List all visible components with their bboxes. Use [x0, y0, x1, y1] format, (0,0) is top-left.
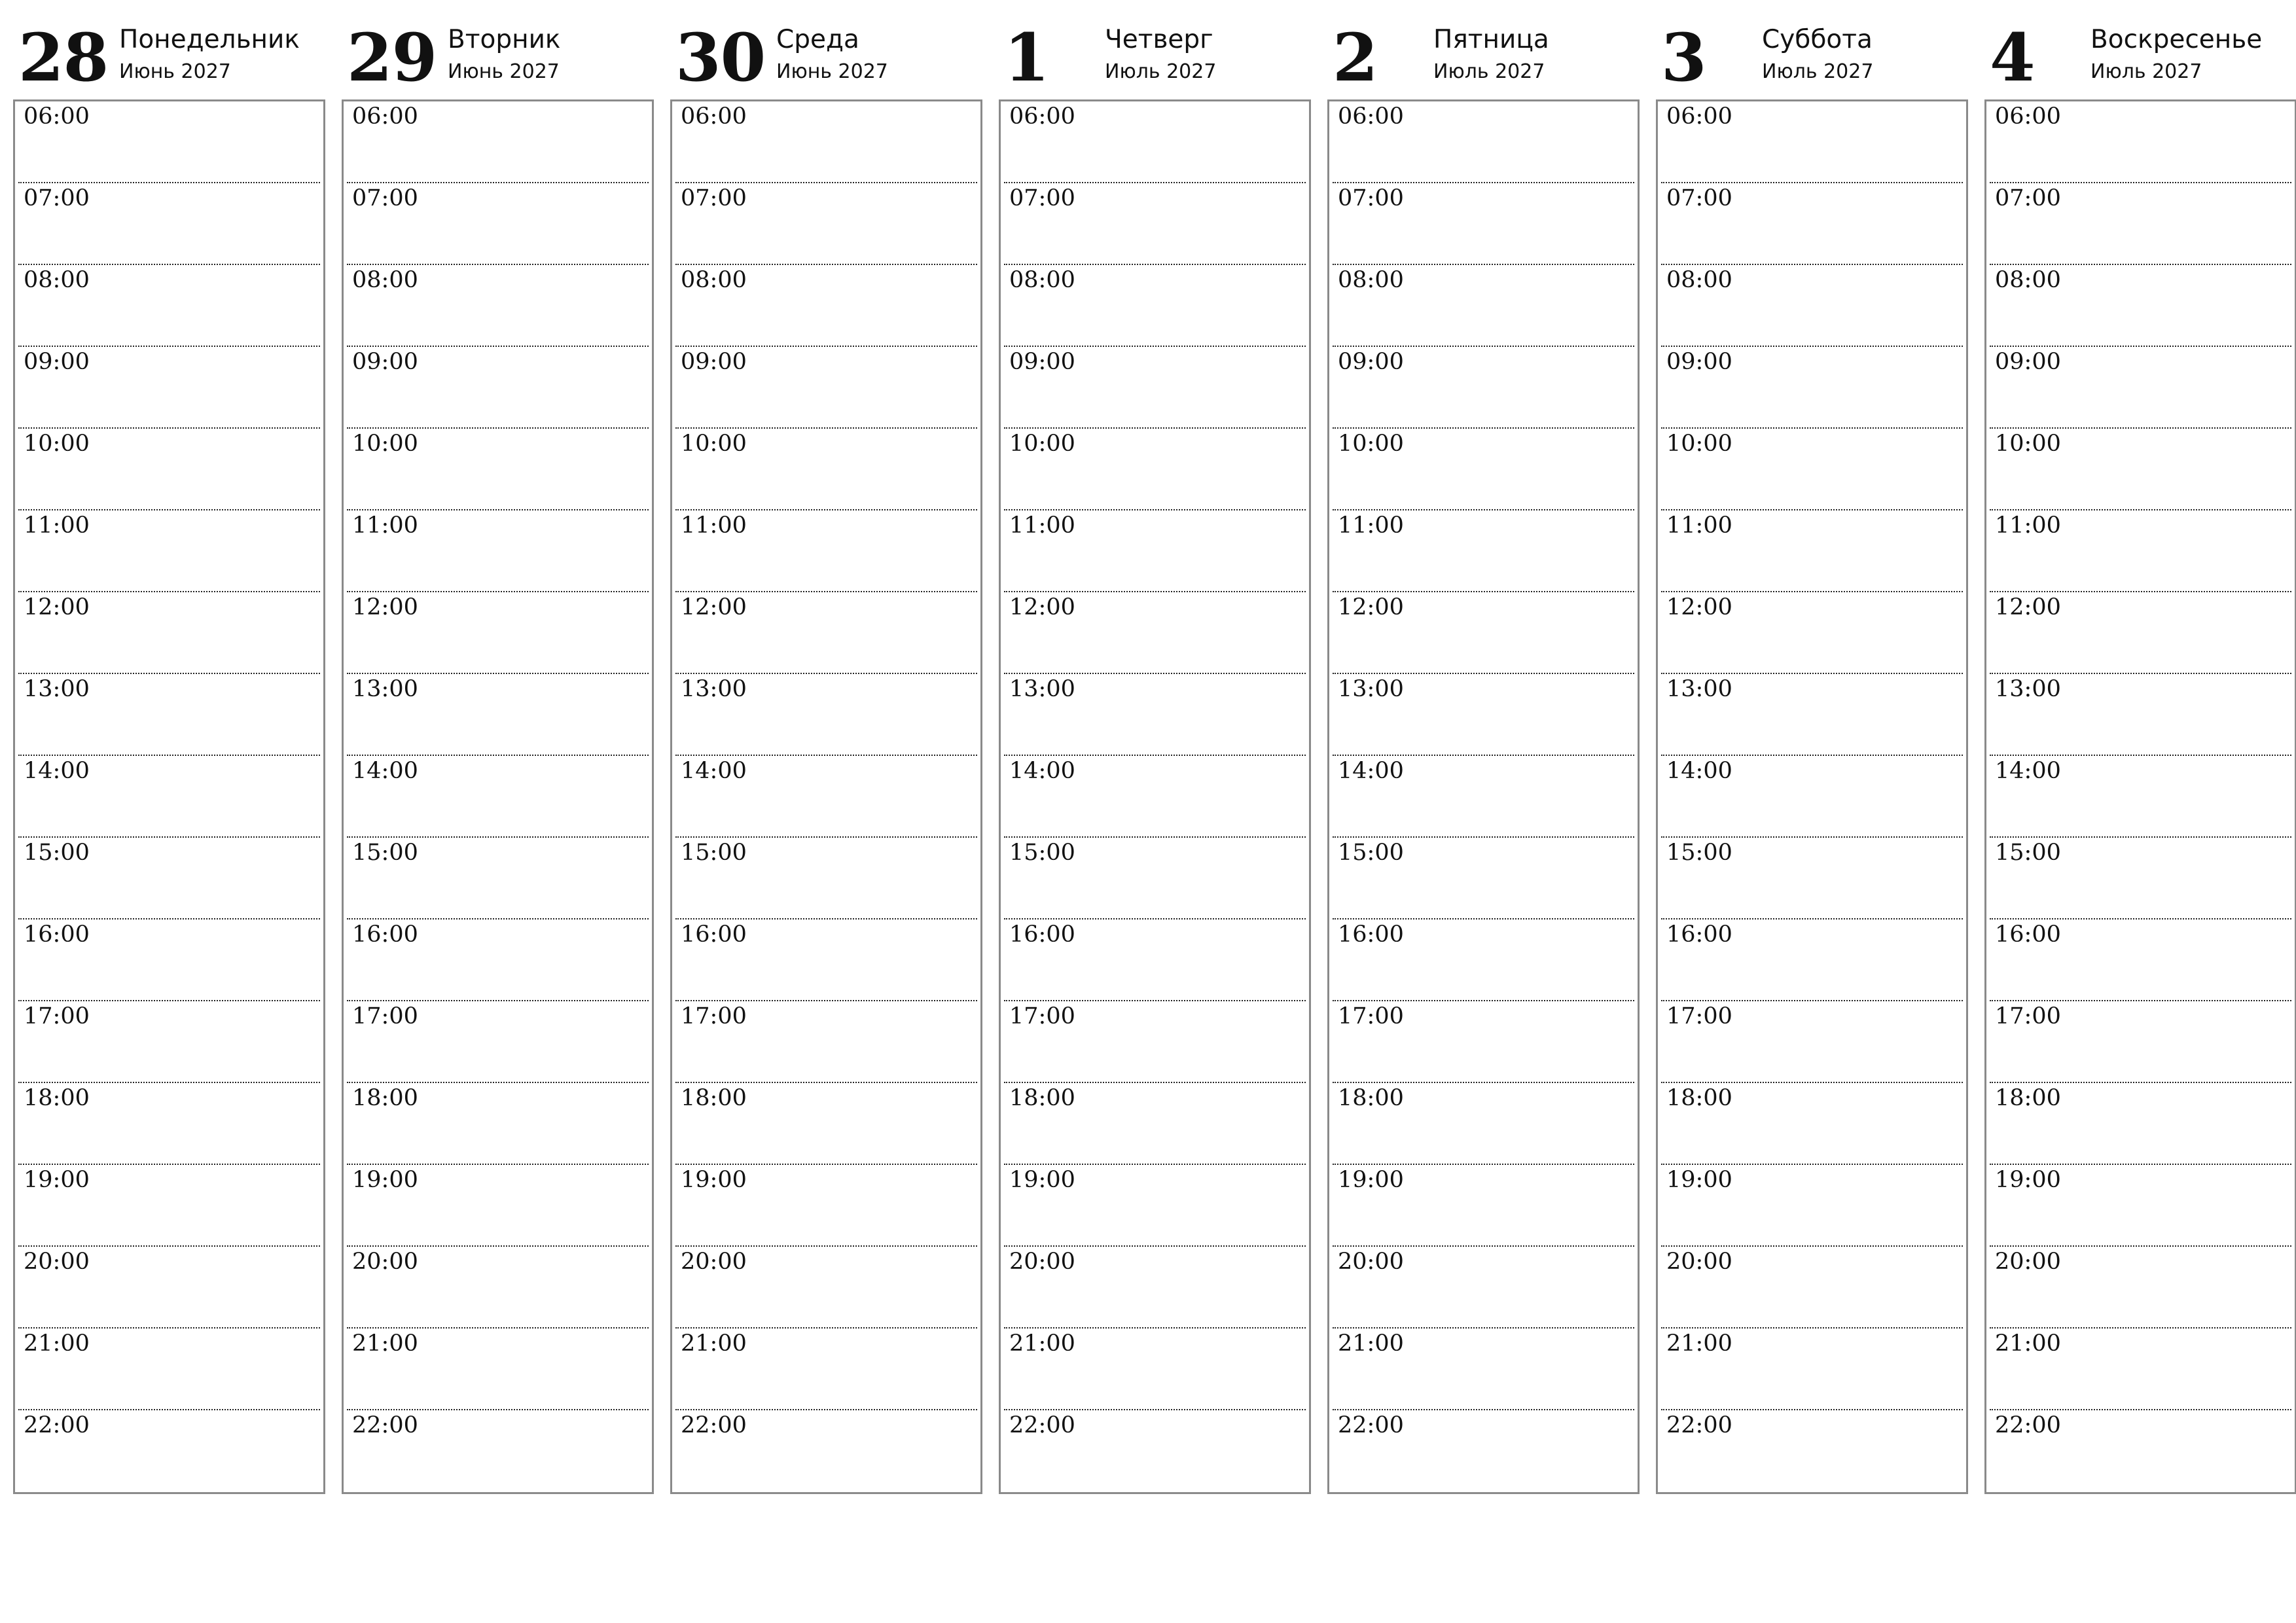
- time-label: 21:00: [24, 1330, 90, 1357]
- time-slot: [1661, 919, 1963, 1001]
- time-label: 20:00: [24, 1249, 90, 1275]
- time-slot: [1004, 1165, 1306, 1247]
- time-label: 22:00: [1666, 1412, 1732, 1438]
- time-label: 14:00: [352, 758, 418, 784]
- time-label: 17:00: [1995, 1003, 2061, 1029]
- time-label: 10:00: [1666, 431, 1732, 457]
- time-slot: [1333, 1165, 1634, 1247]
- time-slot: [347, 265, 649, 347]
- time-slot: [18, 1247, 320, 1329]
- time-label: 08:00: [1995, 267, 2061, 293]
- time-label: 17:00: [1666, 1003, 1732, 1029]
- time-slot: [675, 1083, 977, 1165]
- day-header: [1656, 18, 1968, 99]
- time-slot: [675, 919, 977, 1001]
- time-label: 07:00: [681, 185, 747, 211]
- day-schedule-box: [13, 99, 325, 1494]
- time-slot: [1990, 1083, 2291, 1165]
- day-schedule-box: [999, 99, 1311, 1494]
- time-slot: [1990, 510, 2291, 592]
- time-slot: [1661, 1001, 1963, 1083]
- time-slot: [675, 1001, 977, 1083]
- time-slot: [1661, 510, 1963, 592]
- time-slot: [347, 756, 649, 838]
- time-slot: [347, 838, 649, 919]
- time-label: 16:00: [1666, 921, 1732, 948]
- time-slot: [347, 1001, 649, 1083]
- time-label: 18:00: [1009, 1085, 1075, 1111]
- time-label: 09:00: [24, 349, 90, 375]
- time-slot: [1004, 510, 1306, 592]
- time-slot: [1333, 1329, 1634, 1410]
- time-slot: [1004, 592, 1306, 674]
- time-label: 16:00: [1995, 921, 2061, 948]
- time-slot: [1004, 1247, 1306, 1329]
- time-slot: [18, 265, 320, 347]
- time-label: 11:00: [1995, 512, 2061, 539]
- time-label: 15:00: [1995, 840, 2061, 866]
- time-slot: [675, 1247, 977, 1329]
- time-slot: [1004, 183, 1306, 265]
- time-label: 08:00: [1009, 267, 1075, 293]
- time-label: 12:00: [1009, 594, 1075, 620]
- day-header: [342, 18, 654, 99]
- day-column: [670, 18, 982, 1494]
- time-slot: [1333, 429, 1634, 510]
- time-label: 10:00: [24, 431, 90, 457]
- time-slot: [1333, 674, 1634, 756]
- time-slot: [18, 1410, 320, 1492]
- time-label: 21:00: [352, 1330, 418, 1357]
- time-slot: [1333, 1410, 1634, 1492]
- time-label: 20:00: [1009, 1249, 1075, 1275]
- day-column: [1327, 18, 1640, 1494]
- time-label: 18:00: [1995, 1085, 2061, 1111]
- time-slot: [675, 429, 977, 510]
- time-slot: [18, 101, 320, 183]
- time-slot: [1333, 1247, 1634, 1329]
- time-slot: [18, 919, 320, 1001]
- day-schedule-box: [342, 99, 654, 1494]
- time-label: 22:00: [681, 1412, 747, 1438]
- day-column: [1984, 18, 2296, 1494]
- time-label: 11:00: [24, 512, 90, 539]
- time-label: 07:00: [24, 185, 90, 211]
- time-slot: [18, 1083, 320, 1165]
- time-label: 14:00: [1995, 758, 2061, 784]
- time-label: 19:00: [1338, 1167, 1404, 1193]
- time-label: 11:00: [1666, 512, 1732, 539]
- time-label: 18:00: [1666, 1085, 1732, 1111]
- time-label: 11:00: [1009, 512, 1075, 539]
- time-label: 22:00: [1995, 1412, 2061, 1438]
- day-month-year: Июнь 2027: [776, 60, 888, 83]
- day-weekday: Воскресенье: [2090, 25, 2263, 54]
- day-number: 3: [1661, 19, 1706, 96]
- time-label: 21:00: [681, 1330, 747, 1357]
- time-slot: [1661, 1247, 1963, 1329]
- time-label: 12:00: [24, 594, 90, 620]
- time-label: 19:00: [352, 1167, 418, 1193]
- day-month-year: Июль 2027: [1762, 60, 1874, 83]
- time-slot: [1990, 1165, 2291, 1247]
- time-slot: [1004, 838, 1306, 919]
- day-weekday: Пятница: [1433, 25, 1549, 54]
- weekly-planner: [13, 18, 2296, 1494]
- time-slot: [1990, 429, 2291, 510]
- time-slot: [347, 919, 649, 1001]
- time-label: 06:00: [1338, 103, 1404, 130]
- time-slot: [1004, 756, 1306, 838]
- time-label: 21:00: [1666, 1330, 1732, 1357]
- time-slot: [1661, 183, 1963, 265]
- day-weekday: Понедельник: [119, 25, 300, 54]
- time-label: 15:00: [681, 840, 747, 866]
- time-label: 11:00: [1338, 512, 1404, 539]
- time-label: 09:00: [681, 349, 747, 375]
- time-label: 17:00: [1009, 1003, 1075, 1029]
- time-label: 13:00: [681, 676, 747, 702]
- day-month-year: Июль 2027: [2090, 60, 2202, 83]
- time-label: 17:00: [24, 1003, 90, 1029]
- time-slot: [675, 592, 977, 674]
- time-slot: [1990, 1410, 2291, 1492]
- time-label: 17:00: [352, 1003, 418, 1029]
- time-slot: [1333, 510, 1634, 592]
- time-slot: [18, 674, 320, 756]
- time-label: 16:00: [24, 921, 90, 948]
- day-number: 28: [18, 19, 109, 96]
- day-month-year: Июль 2027: [1105, 60, 1217, 83]
- day-number: 29: [347, 19, 437, 96]
- time-label: 15:00: [24, 840, 90, 866]
- time-slot: [1990, 919, 2291, 1001]
- time-slot: [1004, 1410, 1306, 1492]
- time-label: 12:00: [1338, 594, 1404, 620]
- time-label: 10:00: [1338, 431, 1404, 457]
- time-slot: [675, 674, 977, 756]
- time-slot: [1990, 838, 2291, 919]
- day-schedule-box: [1656, 99, 1968, 1494]
- time-slot: [675, 101, 977, 183]
- time-slot: [18, 838, 320, 919]
- time-slot: [675, 838, 977, 919]
- day-header: [670, 18, 982, 99]
- time-slot: [1990, 1247, 2291, 1329]
- time-label: 08:00: [352, 267, 418, 293]
- day-column: [999, 18, 1311, 1494]
- time-label: 06:00: [1666, 103, 1732, 130]
- time-label: 16:00: [352, 921, 418, 948]
- time-slot: [1661, 1410, 1963, 1492]
- time-slot: [18, 592, 320, 674]
- day-header: [13, 18, 325, 99]
- day-number: 30: [675, 19, 766, 96]
- time-slot: [1333, 1001, 1634, 1083]
- time-slot: [1990, 347, 2291, 429]
- time-label: 22:00: [352, 1412, 418, 1438]
- time-slot: [675, 1165, 977, 1247]
- time-label: 15:00: [1666, 840, 1732, 866]
- time-slot: [1990, 101, 2291, 183]
- time-label: 10:00: [1995, 431, 2061, 457]
- time-slot: [347, 674, 649, 756]
- time-slot: [347, 429, 649, 510]
- time-slot: [347, 1247, 649, 1329]
- time-slot: [675, 265, 977, 347]
- time-label: 22:00: [24, 1412, 90, 1438]
- time-label: 07:00: [1338, 185, 1404, 211]
- time-label: 20:00: [352, 1249, 418, 1275]
- time-slot: [1333, 101, 1634, 183]
- time-slot: [1990, 1329, 2291, 1410]
- time-label: 16:00: [681, 921, 747, 948]
- time-label: 21:00: [1338, 1330, 1404, 1357]
- day-schedule-box: [1984, 99, 2296, 1494]
- day-weekday: Суббота: [1762, 25, 1873, 54]
- time-label: 20:00: [1338, 1249, 1404, 1275]
- day-schedule-box: [1327, 99, 1640, 1494]
- time-slot: [675, 1329, 977, 1410]
- time-slot: [347, 510, 649, 592]
- time-slot: [1333, 756, 1634, 838]
- time-slot: [18, 1329, 320, 1410]
- day-column: [342, 18, 654, 1494]
- time-slot: [347, 183, 649, 265]
- day-column: [13, 18, 325, 1494]
- time-label: 06:00: [24, 103, 90, 130]
- day-month-year: Июнь 2027: [119, 60, 231, 83]
- time-slot: [18, 347, 320, 429]
- day-header: [1327, 18, 1640, 99]
- day-month-year: Июнь 2027: [448, 60, 560, 83]
- time-label: 07:00: [352, 185, 418, 211]
- time-label: 14:00: [1009, 758, 1075, 784]
- time-label: 07:00: [1666, 185, 1732, 211]
- time-slot: [1333, 347, 1634, 429]
- time-slot: [347, 592, 649, 674]
- time-label: 18:00: [24, 1085, 90, 1111]
- time-label: 17:00: [1338, 1003, 1404, 1029]
- time-label: 06:00: [681, 103, 747, 130]
- time-slot: [18, 756, 320, 838]
- time-slot: [1333, 838, 1634, 919]
- time-label: 11:00: [681, 512, 747, 539]
- time-label: 19:00: [681, 1167, 747, 1193]
- time-label: 10:00: [352, 431, 418, 457]
- time-slot: [1990, 592, 2291, 674]
- time-slot: [1333, 183, 1634, 265]
- time-slot: [1333, 919, 1634, 1001]
- day-header: [999, 18, 1311, 99]
- time-slot: [1661, 347, 1963, 429]
- time-label: 15:00: [352, 840, 418, 866]
- time-label: 08:00: [1338, 267, 1404, 293]
- time-slot: [1004, 919, 1306, 1001]
- time-label: 19:00: [1009, 1167, 1075, 1193]
- time-slot: [1661, 1165, 1963, 1247]
- time-slot: [1661, 101, 1963, 183]
- day-schedule-box: [670, 99, 982, 1494]
- time-slot: [675, 756, 977, 838]
- time-label: 16:00: [1338, 921, 1404, 948]
- time-slot: [1004, 1083, 1306, 1165]
- time-slot: [1990, 265, 2291, 347]
- time-slot: [1333, 1083, 1634, 1165]
- time-label: 09:00: [1338, 349, 1404, 375]
- day-weekday: Среда: [776, 25, 859, 54]
- time-label: 13:00: [1338, 676, 1404, 702]
- time-slot: [1004, 101, 1306, 183]
- time-label: 12:00: [1666, 594, 1732, 620]
- time-label: 21:00: [1009, 1330, 1075, 1357]
- time-label: 22:00: [1338, 1412, 1404, 1438]
- time-label: 06:00: [1009, 103, 1075, 130]
- time-label: 06:00: [1995, 103, 2061, 130]
- day-weekday: Четверг: [1105, 25, 1213, 54]
- time-slot: [18, 510, 320, 592]
- time-label: 06:00: [352, 103, 418, 130]
- time-label: 08:00: [24, 267, 90, 293]
- time-slot: [1004, 1001, 1306, 1083]
- time-label: 09:00: [1009, 349, 1075, 375]
- time-slot: [347, 101, 649, 183]
- time-label: 12:00: [681, 594, 747, 620]
- time-slot: [1004, 347, 1306, 429]
- time-slot: [675, 347, 977, 429]
- time-label: 14:00: [681, 758, 747, 784]
- time-label: 13:00: [1995, 676, 2061, 702]
- time-label: 19:00: [24, 1167, 90, 1193]
- time-slot: [1661, 265, 1963, 347]
- day-weekday: Вторник: [448, 25, 561, 54]
- time-slot: [18, 1001, 320, 1083]
- time-label: 12:00: [1995, 594, 2061, 620]
- time-slot: [18, 429, 320, 510]
- time-slot: [1004, 265, 1306, 347]
- time-slot: [1990, 674, 2291, 756]
- time-label: 07:00: [1009, 185, 1075, 211]
- time-slot: [1661, 1329, 1963, 1410]
- time-label: 13:00: [1666, 676, 1732, 702]
- time-label: 08:00: [1666, 267, 1732, 293]
- time-label: 14:00: [24, 758, 90, 784]
- day-column: [1656, 18, 1968, 1494]
- time-slot: [347, 1165, 649, 1247]
- time-slot: [675, 510, 977, 592]
- time-slot: [347, 1083, 649, 1165]
- time-label: 20:00: [1995, 1249, 2061, 1275]
- time-slot: [1004, 674, 1306, 756]
- time-label: 20:00: [1666, 1249, 1732, 1275]
- time-slot: [1661, 592, 1963, 674]
- time-label: 08:00: [681, 267, 747, 293]
- time-label: 10:00: [1009, 431, 1075, 457]
- time-slot: [1004, 1329, 1306, 1410]
- time-label: 18:00: [1338, 1085, 1404, 1111]
- time-label: 14:00: [1666, 758, 1732, 784]
- time-label: 07:00: [1995, 185, 2061, 211]
- time-slot: [347, 1410, 649, 1492]
- time-label: 19:00: [1995, 1167, 2061, 1193]
- time-label: 15:00: [1338, 840, 1404, 866]
- time-label: 10:00: [681, 431, 747, 457]
- time-slot: [675, 183, 977, 265]
- time-slot: [1333, 592, 1634, 674]
- time-label: 15:00: [1009, 840, 1075, 866]
- time-label: 13:00: [1009, 676, 1075, 702]
- time-slot: [18, 1165, 320, 1247]
- time-slot: [1990, 756, 2291, 838]
- time-slot: [347, 347, 649, 429]
- day-number: 4: [1990, 19, 2035, 96]
- time-label: 13:00: [352, 676, 418, 702]
- time-slot: [1990, 1001, 2291, 1083]
- time-slot: [1661, 838, 1963, 919]
- time-label: 12:00: [352, 594, 418, 620]
- time-label: 18:00: [352, 1085, 418, 1111]
- time-label: 19:00: [1666, 1167, 1732, 1193]
- time-label: 16:00: [1009, 921, 1075, 948]
- time-slot: [1661, 756, 1963, 838]
- time-slot: [1004, 429, 1306, 510]
- time-label: 13:00: [24, 676, 90, 702]
- time-label: 09:00: [352, 349, 418, 375]
- time-slot: [1661, 1083, 1963, 1165]
- time-label: 14:00: [1338, 758, 1404, 784]
- time-slot: [1333, 265, 1634, 347]
- time-slot: [1661, 674, 1963, 756]
- time-slot: [1990, 183, 2291, 265]
- time-label: 09:00: [1995, 349, 2061, 375]
- time-label: 20:00: [681, 1249, 747, 1275]
- day-month-year: Июль 2027: [1433, 60, 1545, 83]
- time-slot: [675, 1410, 977, 1492]
- time-label: 18:00: [681, 1085, 747, 1111]
- time-label: 09:00: [1666, 349, 1732, 375]
- day-number: 2: [1333, 19, 1378, 96]
- day-header: [1984, 18, 2296, 99]
- time-label: 11:00: [352, 512, 418, 539]
- time-slot: [18, 183, 320, 265]
- time-label: 21:00: [1995, 1330, 2061, 1357]
- time-label: 22:00: [1009, 1412, 1075, 1438]
- time-label: 17:00: [681, 1003, 747, 1029]
- time-slot: [1661, 429, 1963, 510]
- day-number: 1: [1004, 19, 1049, 96]
- time-slot: [347, 1329, 649, 1410]
